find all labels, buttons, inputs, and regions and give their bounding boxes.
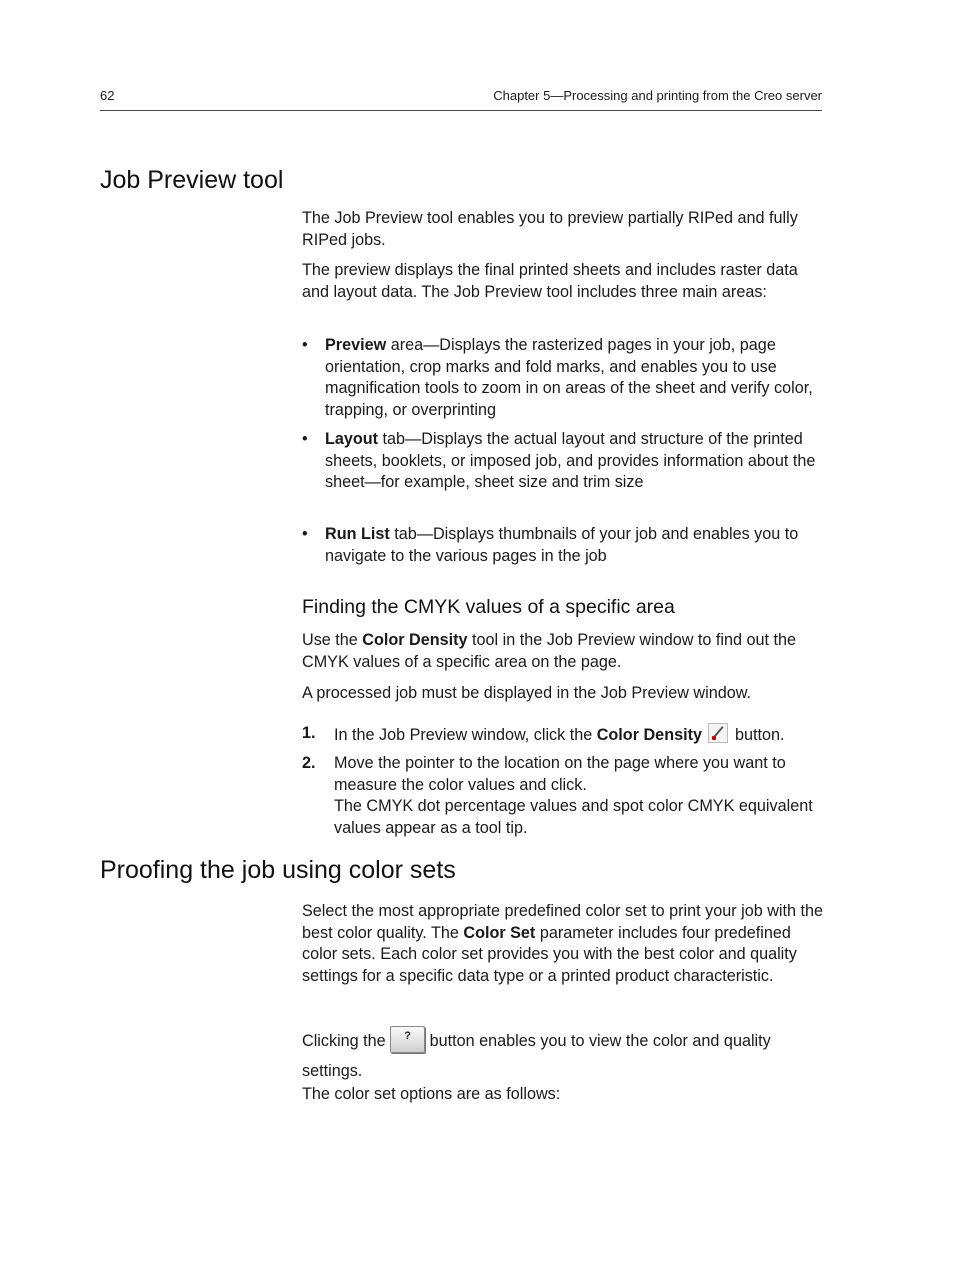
section-title-job-preview: Job Preview tool [100, 166, 284, 194]
color-density-term: Color Density [596, 726, 702, 744]
paragraph-intro: The Job Preview tool enables you to preview partially RIPed and fully RIPed jobs. [302, 209, 798, 249]
bullet-layout-text: tab—Displays the actual layout and structure of the printed sheets, booklets, or imposed job, and provides information about the sheet—for example, sheet size and trim size [325, 430, 816, 491]
step-number: 1. [302, 724, 316, 742]
paragraph-areas: The preview displays the final printed sheets and includes raster data and layout data. The Job Preview tool includes three main areas: [302, 261, 798, 301]
paragraph-prerequisite: A processed job must be displayed in the Job Preview window. [302, 684, 752, 702]
bullet-layout-term: Layout [325, 430, 379, 448]
color-density-pencil-icon [708, 723, 728, 743]
page-header [100, 88, 822, 111]
bullet-glyph: • [302, 336, 308, 354]
step-number: 2. [302, 754, 316, 772]
help-button-icon: ? [390, 1026, 425, 1053]
paragraph-color-density: Use the Color Density tool in the Job Preview window to find out the CMYK values of a specific area on the page. [302, 631, 796, 671]
chapter-title: Chapter 5—Processing and printing from the Creo server [493, 88, 822, 103]
color-density-term: Color Density [362, 631, 468, 649]
section-title-proofing: Proofing the job using color sets [100, 856, 456, 884]
bullet-preview-text: area—Displays the rasterized pages in your job, page orientation, crop marks and fold marks, and enables you to use magnification tools to zoom in on areas of the sheet and verify color, trapping, or overprinting [325, 336, 813, 419]
bullet-run-list-text: tab—Displays thumbnails of your job and enables you to navigate to the various pages in the job [325, 525, 799, 565]
subsection-title-cmyk: Finding the CMYK values of a specific area [302, 596, 675, 618]
color-set-term: Color Set [463, 923, 536, 942]
bullet-preview-term: Preview [325, 336, 387, 354]
paragraph-color-set: Select the most appropriate predefined color set to print your job with the best color quality. The Color Set parameter includes four predefined color sets. Each color set provides you with the best color and quality settings for a specific data type or a printed product characteristic. [302, 902, 823, 985]
paragraph-help-button: Clicking the ? button enables you to view the color and quality settings. [302, 1031, 827, 1083]
bullet-run-list-term: Run List [325, 525, 390, 543]
bullet-glyph: • [302, 430, 308, 448]
bullet-glyph: • [302, 525, 308, 543]
paragraph-options-intro: The color set options are as follows: [302, 1085, 561, 1103]
page-number: 62 [100, 88, 115, 103]
